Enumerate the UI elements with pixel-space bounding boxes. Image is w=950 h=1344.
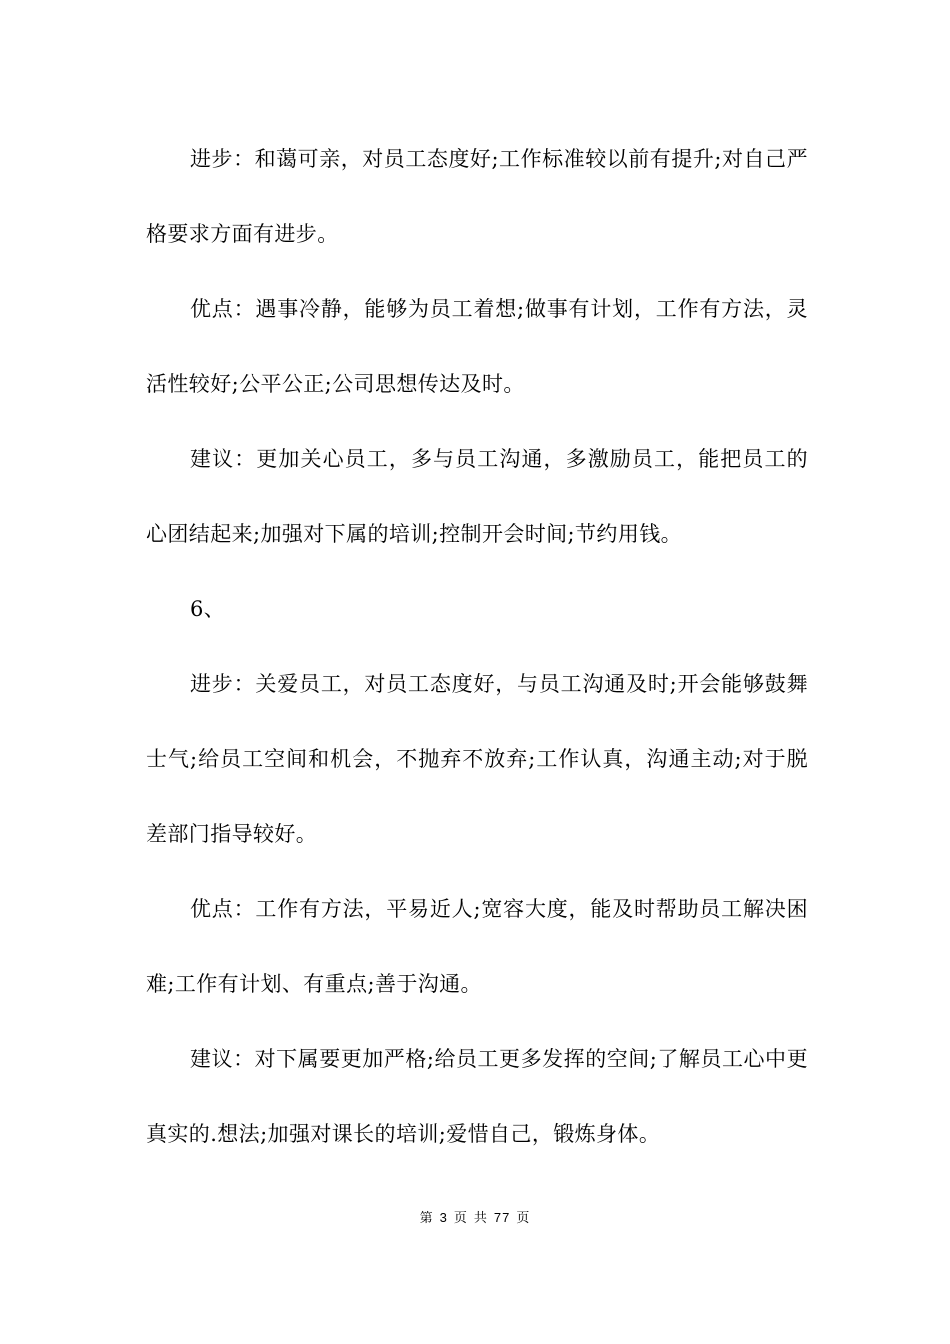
paragraph-progress-1: 进步：和蔼可亲，对员工态度好;工作标准较以前有提升;对自己严格要求方面有进步。 (146, 147, 808, 246)
footer-total-pages: 77 (493, 1210, 511, 1225)
paragraph-suggestions-1: 建议：更加关心员工，多与员工沟通，多激励员工，能把员工的心团结起来;加强对下属的培训;控制开会时间;节约用钱。 (146, 447, 808, 546)
section-number-6: 6、 (190, 597, 226, 621)
footer-current-page: 3 (439, 1210, 448, 1225)
paragraph-strengths-2: 优点：工作有方法，平易近人;宽容大度，能及时帮助员工解决困难;工作有计划、有重点;善于沟通。 (146, 897, 808, 996)
footer-prefix: 第 (419, 1211, 434, 1226)
paragraph-progress-2: 进步：关爱员工，对员工态度好，与员工沟通及时;开会能够鼓舞士气;给员工空间和机会，不抛弃不放弃;工作认真，沟通主动;对于脱差部门指导较好。 (146, 672, 808, 846)
paragraph-strengths-1: 优点：遇事冷静，能够为员工着想;做事有计划，工作有方法，灵活性较好;公平公正;公司思想传达及时。 (146, 297, 808, 396)
paragraph-suggestions-2: 建议：对下属要更加严格;给员工更多发挥的空间;了解员工心中更真实的.想法;加强对课长的培训;爱惜自己，锻炼身体。 (146, 1047, 808, 1146)
page-footer (0, 1208, 950, 1229)
footer-suffix: 页 (516, 1211, 531, 1226)
footer-page-unit: 页 (453, 1211, 468, 1226)
document-body (146, 122, 808, 1172)
footer-total-label: 共 (473, 1211, 488, 1226)
